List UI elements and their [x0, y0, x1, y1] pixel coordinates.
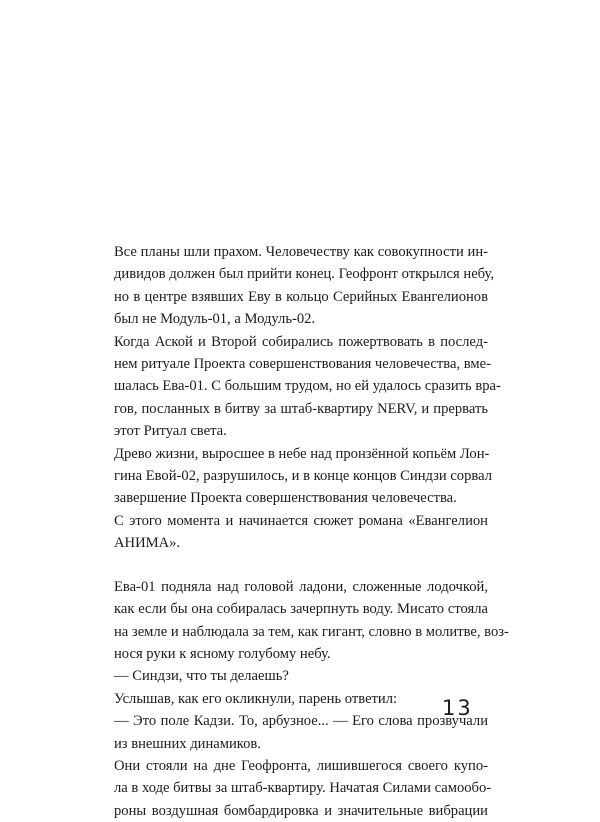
text-line: — Синдзи, что ты делаешь?	[114, 668, 289, 685]
text-line: ла в ходе битвы за штаб-квартиру. Начатая Силами самообо-	[114, 780, 492, 797]
text-line: гов, посланных в битву за штаб-квартиру NERV, и прервать	[114, 400, 488, 417]
text-line: нем ритуале Проекта совершенствования человечества, вме-	[114, 356, 491, 373]
text-line: этот Ритуал света.	[114, 423, 227, 440]
text-line: АНИМА».	[114, 535, 181, 552]
body-text	[92, 241, 509, 822]
text-line: Услышав, как его окликнули, парень ответил:	[114, 690, 398, 707]
paragraph	[92, 443, 492, 510]
text-line: нося руки к ясному голубому небу.	[114, 645, 331, 662]
text-line: как если бы она собиралась зачерпнуть воду. Мисато стояла	[114, 601, 488, 618]
text-line: С этого момента и начинается сюжет романа «Евангелион	[114, 512, 488, 529]
paragraph	[92, 755, 492, 822]
text-line: роны воздушная бомбардировка и значительные вибрации	[114, 802, 488, 819]
paragraph	[92, 688, 488, 710]
text-line: завершение Проекта совершенствования человечества.	[114, 490, 457, 507]
text-line: Когда Аской и Второй собирались пожертвовать в послед-	[114, 333, 488, 350]
text-line: из внешних динамиков.	[114, 735, 261, 752]
text-line: Древо жизни, выросшее в небе над пронзённой копьём Лон-	[114, 445, 490, 462]
page-number: 13	[442, 696, 473, 720]
text-line: дивидов должен был прийти конец. Геофронт открылся небу,	[114, 266, 495, 283]
text-line: был не Модуль-01, а Модуль-02.	[114, 311, 316, 328]
text-line: шалась Ева-01. С большим трудом, но ей удалось сразить вра-	[114, 378, 501, 395]
text-line: на земле и наблюдала за тем, как гигант, словно в молитве, воз-	[114, 623, 509, 640]
text-line: — Это поле Кадзи. То, арбузное... — Его слова прозвучали	[114, 713, 488, 730]
text-line: Все планы шли прахом. Человечеству как совокупности ин-	[114, 244, 488, 260]
dialogue-line	[92, 665, 488, 687]
text-line: гина Евой-02, разрушилось, и в конце концов Синдзи сорвал	[114, 468, 492, 485]
paragraph	[92, 510, 488, 555]
paragraph	[92, 241, 495, 331]
paragraph	[92, 576, 509, 666]
dialogue-line	[92, 710, 488, 755]
paragraph	[92, 331, 501, 443]
text-line: Ева-01 подняла над головой ладони, сложенные лодочкой,	[114, 578, 488, 595]
text-line: но в центре взявших Еву в кольцо Серийных Евангелионов	[114, 288, 488, 305]
text-line: Они стояли на дне Геофронта, лишившегося своего купо-	[114, 757, 488, 774]
